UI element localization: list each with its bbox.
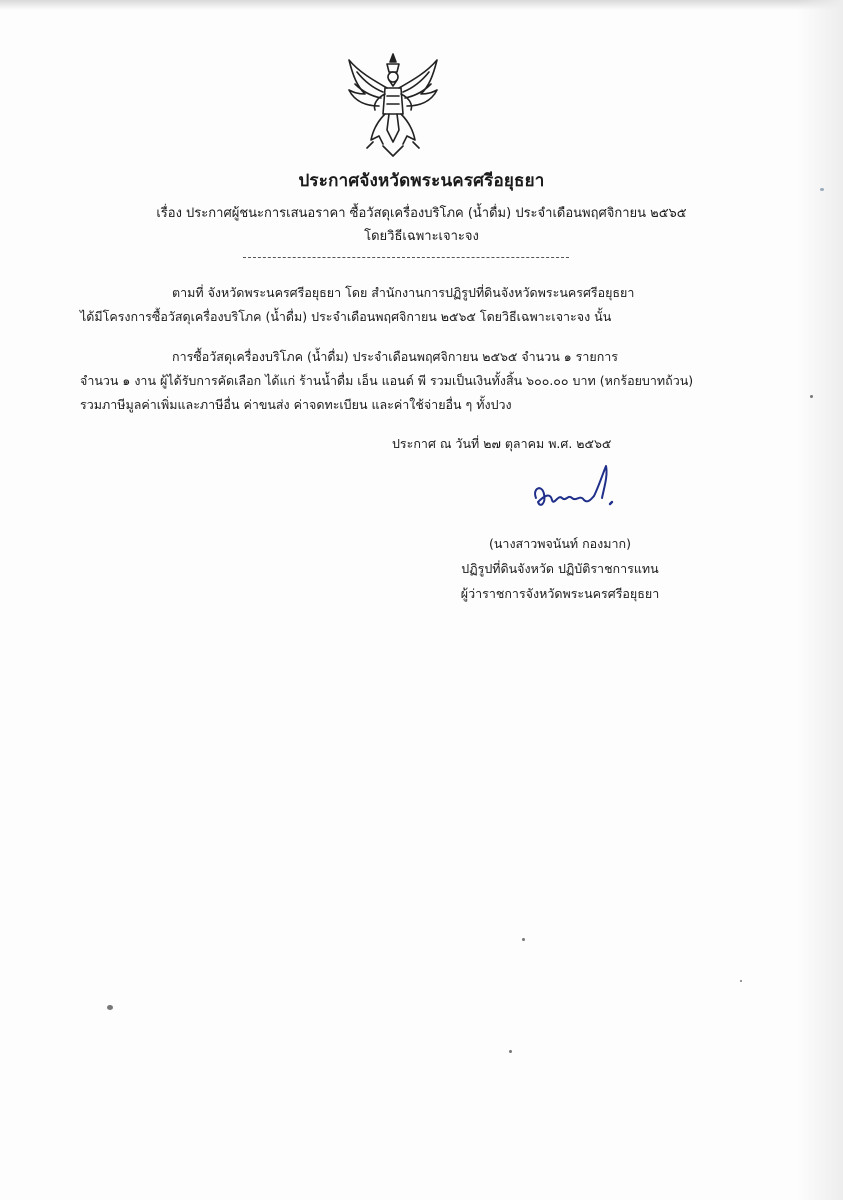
garuda-emblem-icon	[343, 50, 443, 160]
scan-speck	[820, 188, 824, 191]
announcement-subject-method: โดยวิธีเฉพาะเจาะจง	[364, 229, 479, 244]
paragraph-1-line-1: ตามที่ จังหวัดพระนครศรีอยุธยา โดย สำนักงานการปฏิรูปที่ดินจังหวัดพระนครศรีอยุธยา	[172, 285, 635, 300]
signer-position-1: ปฏิรูปที่ดินจังหวัด ปฏิบัติราชการแทน	[461, 561, 659, 576]
signer-position-2: ผู้ว่าราชการจังหวัดพระนครศรีอยุธยา	[460, 586, 660, 601]
scan-speck	[522, 938, 525, 941]
announcement-date: ประกาศ ณ วันที่ ๒๗ ตุลาคม พ.ศ. ๒๕๖๕	[392, 436, 612, 451]
paragraph-2-line-1: การซื้อวัสดุเครื่องบริโภค (น้ำดื่ม) ประจำเดือนพฤศจิกายน ๒๕๖๕ จำนวน ๑ รายการ	[172, 349, 619, 364]
scan-speck	[810, 395, 813, 398]
paragraph-2-line-2: จำนวน ๑ งาน ผู้ได้รับการคัดเลือก ได้แก่ ร้านน้ำดื่ม เอ็น แอนด์ พี รวมเป็นเงินทั้งสิ้น ๖๐๐.๐๐ บาท (หกร้อยบาทถ้วน)	[80, 373, 694, 388]
scan-edge-top	[0, 0, 843, 10]
announcement-title: ประกาศจังหวัดพระนครศรีอยุธยา	[298, 171, 545, 191]
dashed-divider	[243, 257, 569, 258]
scan-speck	[509, 1050, 512, 1053]
paragraph-1-line-2: ได้มีโครงการซื้อวัสดุเครื่องบริโภค (น้ำดื่ม) ประจำเดือนพฤศจิกายน ๒๕๖๕ โดยวิธีเฉพาะเจาะจง นั้น	[80, 309, 612, 324]
signer-name: (นางสาวพจนันท์ กองมาก)	[489, 536, 631, 551]
handwritten-signature-icon	[522, 458, 642, 518]
scan-speck	[107, 1005, 113, 1010]
announcement-subject: เรื่อง ประกาศผู้ชนะการเสนอราคา ซื้อวัสดุเครื่องบริโภค (น้ำดื่ม) ประจำเดือนพฤศจิกายน ๒๕๖๕	[156, 206, 687, 221]
scan-speck	[740, 980, 742, 982]
paragraph-2-line-3: รวมภาษีมูลค่าเพิ่มและภาษีอื่น ค่าขนส่ง ค่าจดทะเบียน และค่าใช้จ่ายอื่น ๆ ทั้งปวง	[80, 397, 512, 412]
